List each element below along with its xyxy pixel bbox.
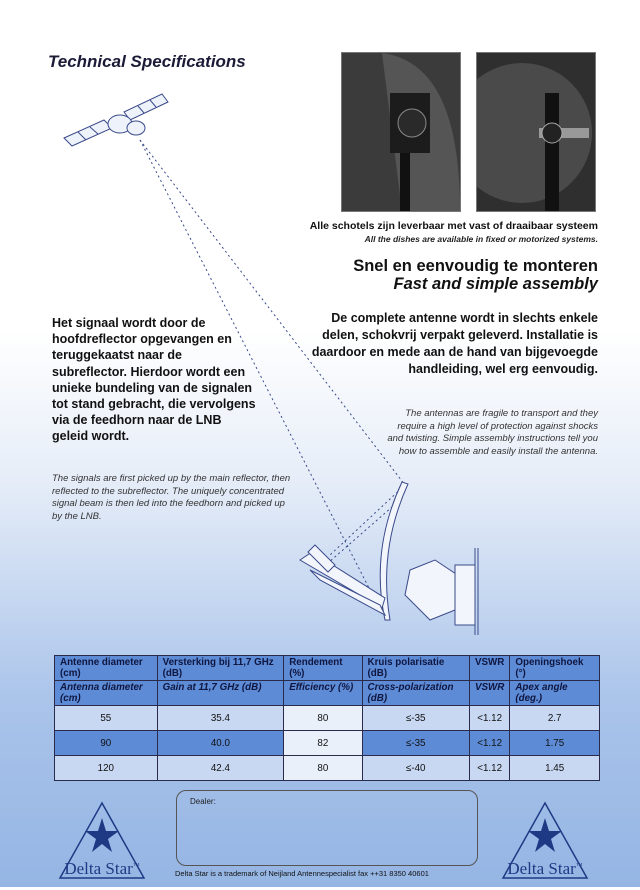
assembly-heading-en: Fast and simple assembly: [393, 275, 598, 293]
table-cell: 120: [55, 756, 158, 781]
photo-caption-en: All the dishes are available in fixed or motorized systems.: [364, 234, 598, 244]
delta-star-logo-right: [495, 800, 595, 885]
header-cell: Rendement (%): [284, 656, 362, 681]
header-cell: Kruis polarisatie (dB): [362, 656, 469, 681]
satellite-icon: [62, 90, 172, 160]
table-cell: <1.12: [469, 706, 509, 731]
dish-motorized-photo: [476, 52, 596, 212]
dealer-box: [176, 790, 478, 866]
header-cell: Apex angle (deg.): [510, 681, 600, 706]
table-cell: 82: [284, 731, 362, 756]
header-cell: Cross-polarization (dB): [362, 681, 469, 706]
table-row: [55, 706, 600, 731]
header-cell: Gain at 11,7 GHz (dB): [157, 681, 284, 706]
table-cell: 80: [284, 756, 362, 781]
dish-antenna-illustration: [290, 470, 490, 635]
dish-fixed-photo: [341, 52, 461, 212]
dealer-label: Dealer:: [190, 797, 216, 806]
table-cell: 40.0: [157, 731, 284, 756]
table-cell: ≤-35: [362, 706, 469, 731]
table-cell: <1.12: [469, 731, 509, 756]
table-cell: 1.45: [510, 756, 600, 781]
header-cell: Antenna diameter (cm): [55, 681, 158, 706]
table-cell: 1.75: [510, 731, 600, 756]
table-cell: 80: [284, 706, 362, 731]
table-cell: 42.4: [157, 756, 284, 781]
table-cell: ≤-35: [362, 731, 469, 756]
table-header-en: [55, 681, 600, 706]
trademark-symbol: ™: [575, 861, 583, 870]
table-cell: ≤-40: [362, 756, 469, 781]
header-cell: Openingshoek (°): [510, 656, 600, 681]
table-cell: 2.7: [510, 706, 600, 731]
photo-caption-nl: Alle schotels zijn leverbaar met vast of draaibaar systeem: [309, 220, 598, 232]
header-cell: VSWR: [469, 681, 509, 706]
footer-text: Delta Star is a trademark of Neijland Antennespecialist fax ++31 8350 40601: [175, 869, 429, 878]
specifications-table: [54, 655, 600, 781]
header-cell: Versterking bij 11,7 GHz (dB): [157, 656, 284, 681]
table-cell: 90: [55, 731, 158, 756]
table-row: [55, 731, 600, 756]
header-cell: VSWR: [469, 656, 509, 681]
brand-name: Delta Star: [507, 859, 576, 878]
delta-star-logo-left: [52, 800, 152, 885]
table-cell: <1.12: [469, 756, 509, 781]
table-cell: 35.4: [157, 706, 284, 731]
signal-text-en: The signals are first picked up by the main reflector, then reflected to the subreflector. The uniquely concentrated signal beam is then led into the feedhorn and picked up by the LNB.: [52, 473, 291, 522]
assembly-text-en: The antennas are fragile to transport and they require a high level of protection against shocks and twisting. Simple assembly instructions tell you how to assemble and easily install the antenna.: [387, 408, 598, 457]
signal-text-nl: Het signaal wordt door de hoofdreflector opgevangen en teruggekaatst naar de subreflector. Hierdoor wordt een unieke bundeling van de signalen tot stand gebracht, die vervolgens via de feedhorn naar de LNB geleid wordt.: [52, 316, 256, 444]
header-cell: Antenne diameter (cm): [55, 656, 158, 681]
header-cell: Efficiency (%): [284, 681, 362, 706]
table-cell: 55: [55, 706, 158, 731]
table-header-nl: [55, 656, 600, 681]
assembly-text-nl: De complete antenne wordt in slechts enkele delen, schokvrij verpakt geleverd. Installatie is daardoor en mede aan de hand van bijgevoegde handleiding, wel erg eenvoudig.: [311, 311, 598, 376]
table-row: [55, 756, 600, 781]
brand-name: Delta Star: [64, 859, 133, 878]
assembly-heading-nl: Snel en eenvoudig te monteren: [353, 257, 598, 275]
page-title: Technical Specifications: [48, 52, 246, 71]
trademark-symbol: ™: [132, 861, 140, 870]
